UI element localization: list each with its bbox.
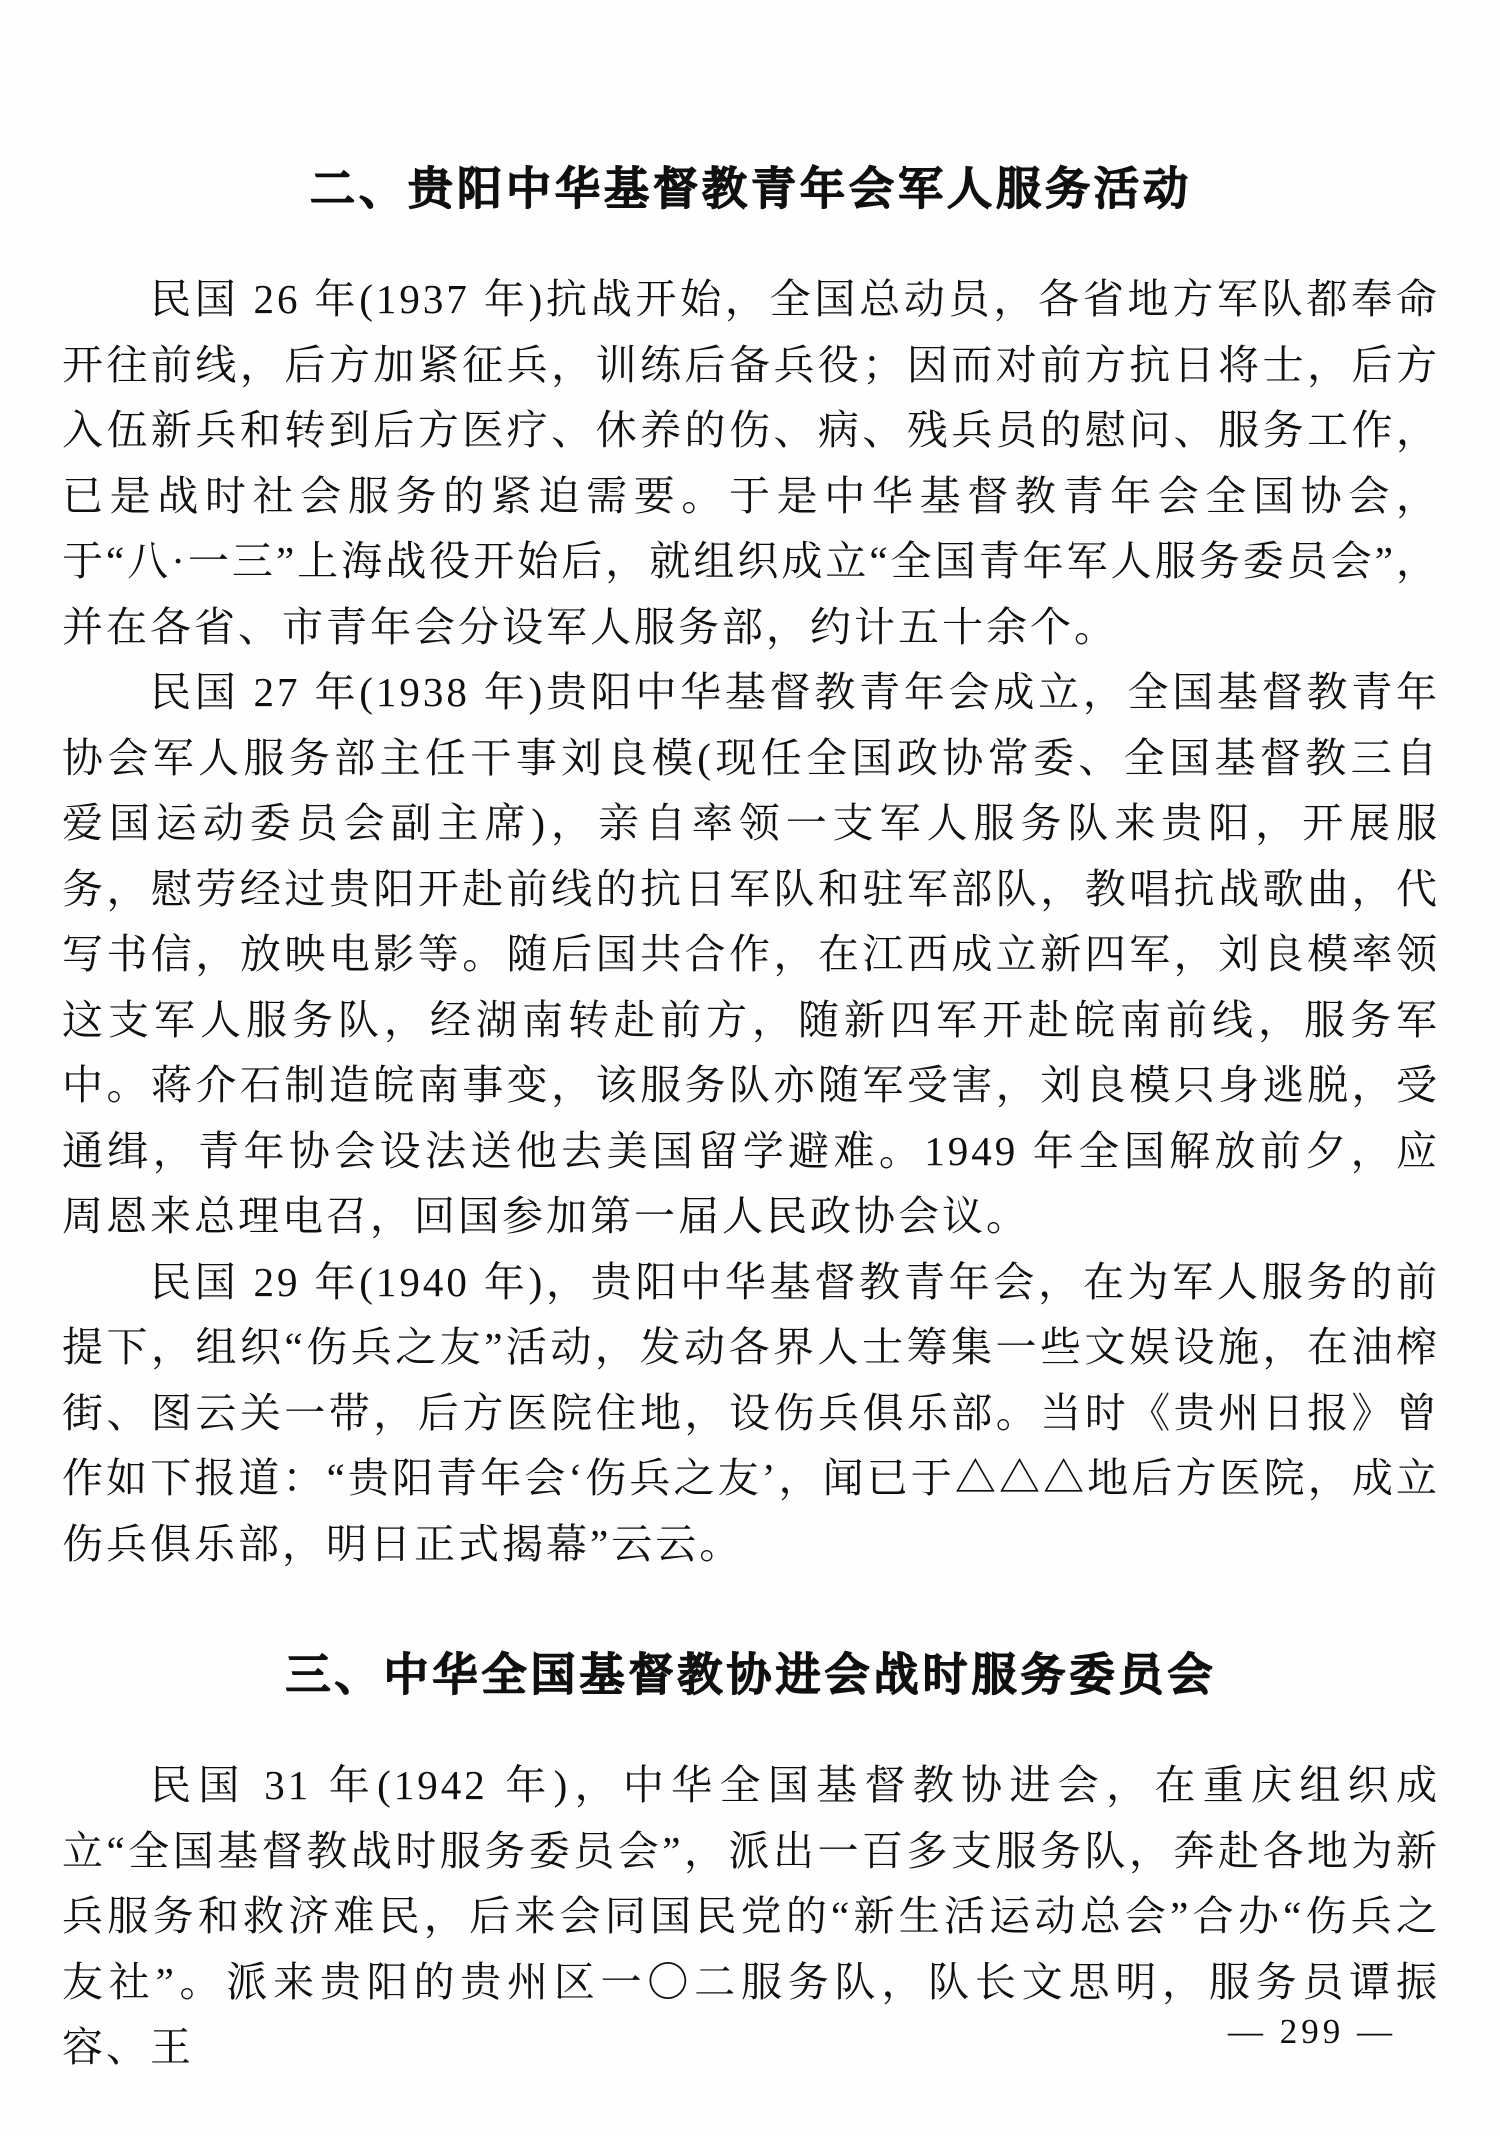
paragraph-1938-liu-liangmo: 民国 27 年(1938 年)贵阳中华基督教青年会成立，全国基督教青年协会军人服务部主任干事刘良模(现任全国政协常委、全国基督教三自爱国运动委员会副主席)，亲自率领一支军人服务队来贵阳，开展服务，慰劳经过贵阳开赴前线的抗日军队和驻军部队，教唱抗战歌曲，代写书信，放映电影等。随后国共合作，在江西成立新四军，刘良模率领这支军人服务队，经湖南转赴前方，随新四军开赴皖南前线，服务军中。蒋介石制造皖南事变，该服务队亦随军受害，刘良模只身逃脱，受通缉，青年协会设法送他去美国留学避难。1949 年全国解放前夕，应周恩来总理电召，回国参加第一届人民政协会议。 [62,669,1440,1239]
paragraph-1942-wartime-service-committee: 民国 31 年(1942 年)，中华全国基督教协进会，在重庆组织成立“全国基督教战时服务委员会”，派出一百多支服务队，奔赴各地为新兵服务和救济难民，后来会同国民党的“新生活运动总会”合办“伤兵之友社”。派来贵阳的贵州区一〇二服务队，队长文思明，服务员谭振容、王 [62,1762,1440,2070]
paragraph-1937-mobilization: 民国 26 年(1937 年)抗战开始，全国总动员，各省地方军队都奉命开往前线，后方加紧征兵，训练后备兵役；因而对前方抗日将士，后方入伍新兵和转到后方医疗、休养的伤、病、残兵员的慰问、服务工作，已是战时社会服务的紧迫需要。于是中华基督教青年会全国协会，于“八·一三”上海战役开始后，就组织成立“全国青年军人服务委员会”，并在各省、市青年会分设军人服务部，约计五十余个。 [62,276,1440,650]
section-heading-guiyang-ymca-military-service: 二、贵阳中华基督教青年会军人服务活动 [309,163,1192,214]
section-heading-national-christian-council-wartime-service: 三、中华全国基督教协进会战时服务委员会 [285,1649,1217,1700]
page-number: — 299 — [1228,2012,1396,2051]
paragraph-1940-wounded-soldiers-friend: 民国 29 年(1940 年)，贵阳中华基督教青年会，在为军人服务的前提下，组织“伤兵之友”活动，发动各界人士筹集一些文娱设施，在油榨街、图云关一带，后方医院住地，设伤兵俱乐部。当时《贵州日报》曾作如下报道：“贵阳青年会‘伤兵之友’，闻已于△△△地后方医院，成立伤兵俱乐部，明日正式揭幕”云云。 [62,1258,1440,1567]
